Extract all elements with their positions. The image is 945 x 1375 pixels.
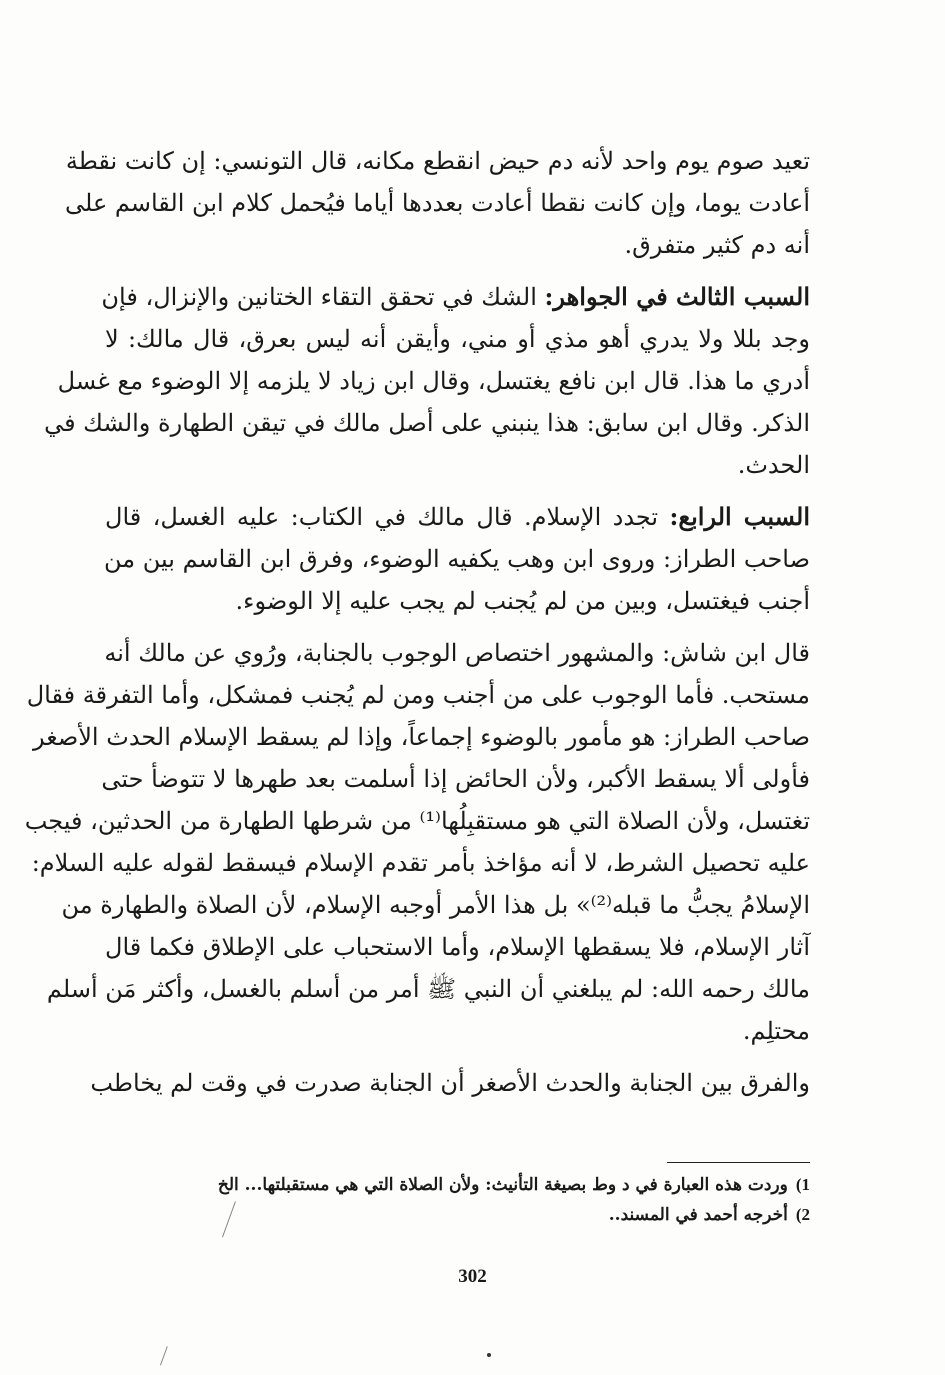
text-line: [105, 496, 810, 538]
footnote-text: وردت هذه العبارة في د وط بصيغة التأنيث: ولأن الصلاة التي هي مستقبلتها... الخ: [217, 1175, 788, 1195]
paragraph-3: [105, 496, 810, 622]
text-line: [101, 276, 810, 318]
text-line: والفرق بين الجنابة والحدث الأصغر أن الجنابة صدرت في وقت لم يخاطب: [90, 1069, 810, 1097]
paragraph-1: [65, 140, 810, 266]
paragraph-2: [44, 276, 810, 486]
main-text: [24, 140, 810, 1104]
text-line: أعادت يوما، وإن كانت نقطا أعادت بعددها أياما فيُحمل كلام ابن القاسم على: [65, 189, 810, 217]
text-fragment: تجدد الإسلام. قال مالك في الكتاب: عليه الغسل، قال: [105, 503, 670, 531]
page-number: 302: [458, 1266, 487, 1287]
text-line: آثار الإسلام، فلا يسقطها الإسلام، وأما الاستحباب على الإطلاق فكما قال: [105, 933, 810, 961]
text-line: مالك رحمه الله: لم يبلغني أن النبي ﷺ أمر من أسلم بالغسل، وأكثر مَن أسلم: [46, 975, 810, 1003]
text-fragment: الشك في تحقق التقاء الختانين والإنزال، فإن: [101, 283, 545, 311]
text-line: الحدث.: [737, 451, 810, 479]
footnotes: [140, 1170, 810, 1230]
text-line: أدري ما هذا. قال ابن نافع يغتسل، وقال ابن زياد لا يلزمه إلا الوضوء مع غسل: [57, 367, 810, 395]
paragraph-5: [90, 1062, 810, 1104]
text-line: فأولى ألا يسقط الأكبر، ولأن الحائض إذا أسلمت بعد طهرها لا تتوضأ حتى: [101, 765, 810, 793]
text-line: الذكر. وقال ابن سابق: هذا ينبني على أصل مالك في تيقن الطهارة والشك في: [44, 409, 810, 437]
text-line: تغتسل، ولأن الصلاة التي هو مستقبِلُها⁽¹⁾ من شرطها الطهارة من الحدثين، فيجب: [24, 807, 810, 835]
text-line: وجد بللا ولا يدري أهو مذي أو مني، وأيقن أنه ليس بعرق، قال مالك: لا: [105, 325, 810, 353]
text-line: صاحب الطراز: هو مأمور بالوضوء إجماعاً، وإذا لم يسقط الإسلام الحدث الأصغر: [33, 723, 810, 751]
text-line: تعيد صوم يوم واحد لأنه دم حيض انقطع مكانه، قال التونسي: إن كانت نقطة: [65, 147, 810, 175]
footnote-text: أخرجه أحمد في المسند..: [608, 1205, 788, 1225]
text-line: صاحب الطراز: وروى ابن وهب يكفيه الوضوء، وفرق ابن القاسم بين من: [104, 545, 810, 573]
footnote-1: [140, 1170, 810, 1200]
text-line: أنه دم كثير متفرق.: [624, 231, 810, 259]
text-line: قال ابن شاش: والمشهور اختصاص الوجوب بالجنابة، ورُوي عن مالك أنه: [104, 639, 810, 667]
text-line: مستحب. فأما الوجوب على من أجنب ومن لم يُجنب فمشكل، وأما التفرقة فقال: [26, 681, 810, 709]
text-line: أجنب فيغتسل، وبين من لم يُجنب لم يجب عليه إلا الوضوء.: [235, 587, 810, 615]
section-heading: السبب الرابع:: [669, 502, 810, 531]
footnote-number: 2): [795, 1205, 810, 1224]
text-line: عليه تحصيل الشرط، لا أنه مؤاخذ بأمر تقدم الإسلام فيسقط لقوله عليه السلام:: [31, 849, 810, 877]
footnote-2: [140, 1200, 810, 1230]
section-heading: السبب الثالث في الجواهر:: [544, 282, 810, 311]
paragraph-4: [24, 632, 810, 1052]
footnote-number: 1): [795, 1175, 810, 1194]
footnote-separator: [667, 1162, 810, 1163]
text-line: الإسلامُ يجبُّ ما قبله⁽²⁾» بل هذا الأمر أوجبه الإسلام، لأن الصلاة والطهارة من: [61, 891, 810, 919]
scan-stroke: [160, 1346, 168, 1365]
scan-speck: [487, 1353, 491, 1357]
text-line: محتلِم.: [742, 1017, 810, 1045]
